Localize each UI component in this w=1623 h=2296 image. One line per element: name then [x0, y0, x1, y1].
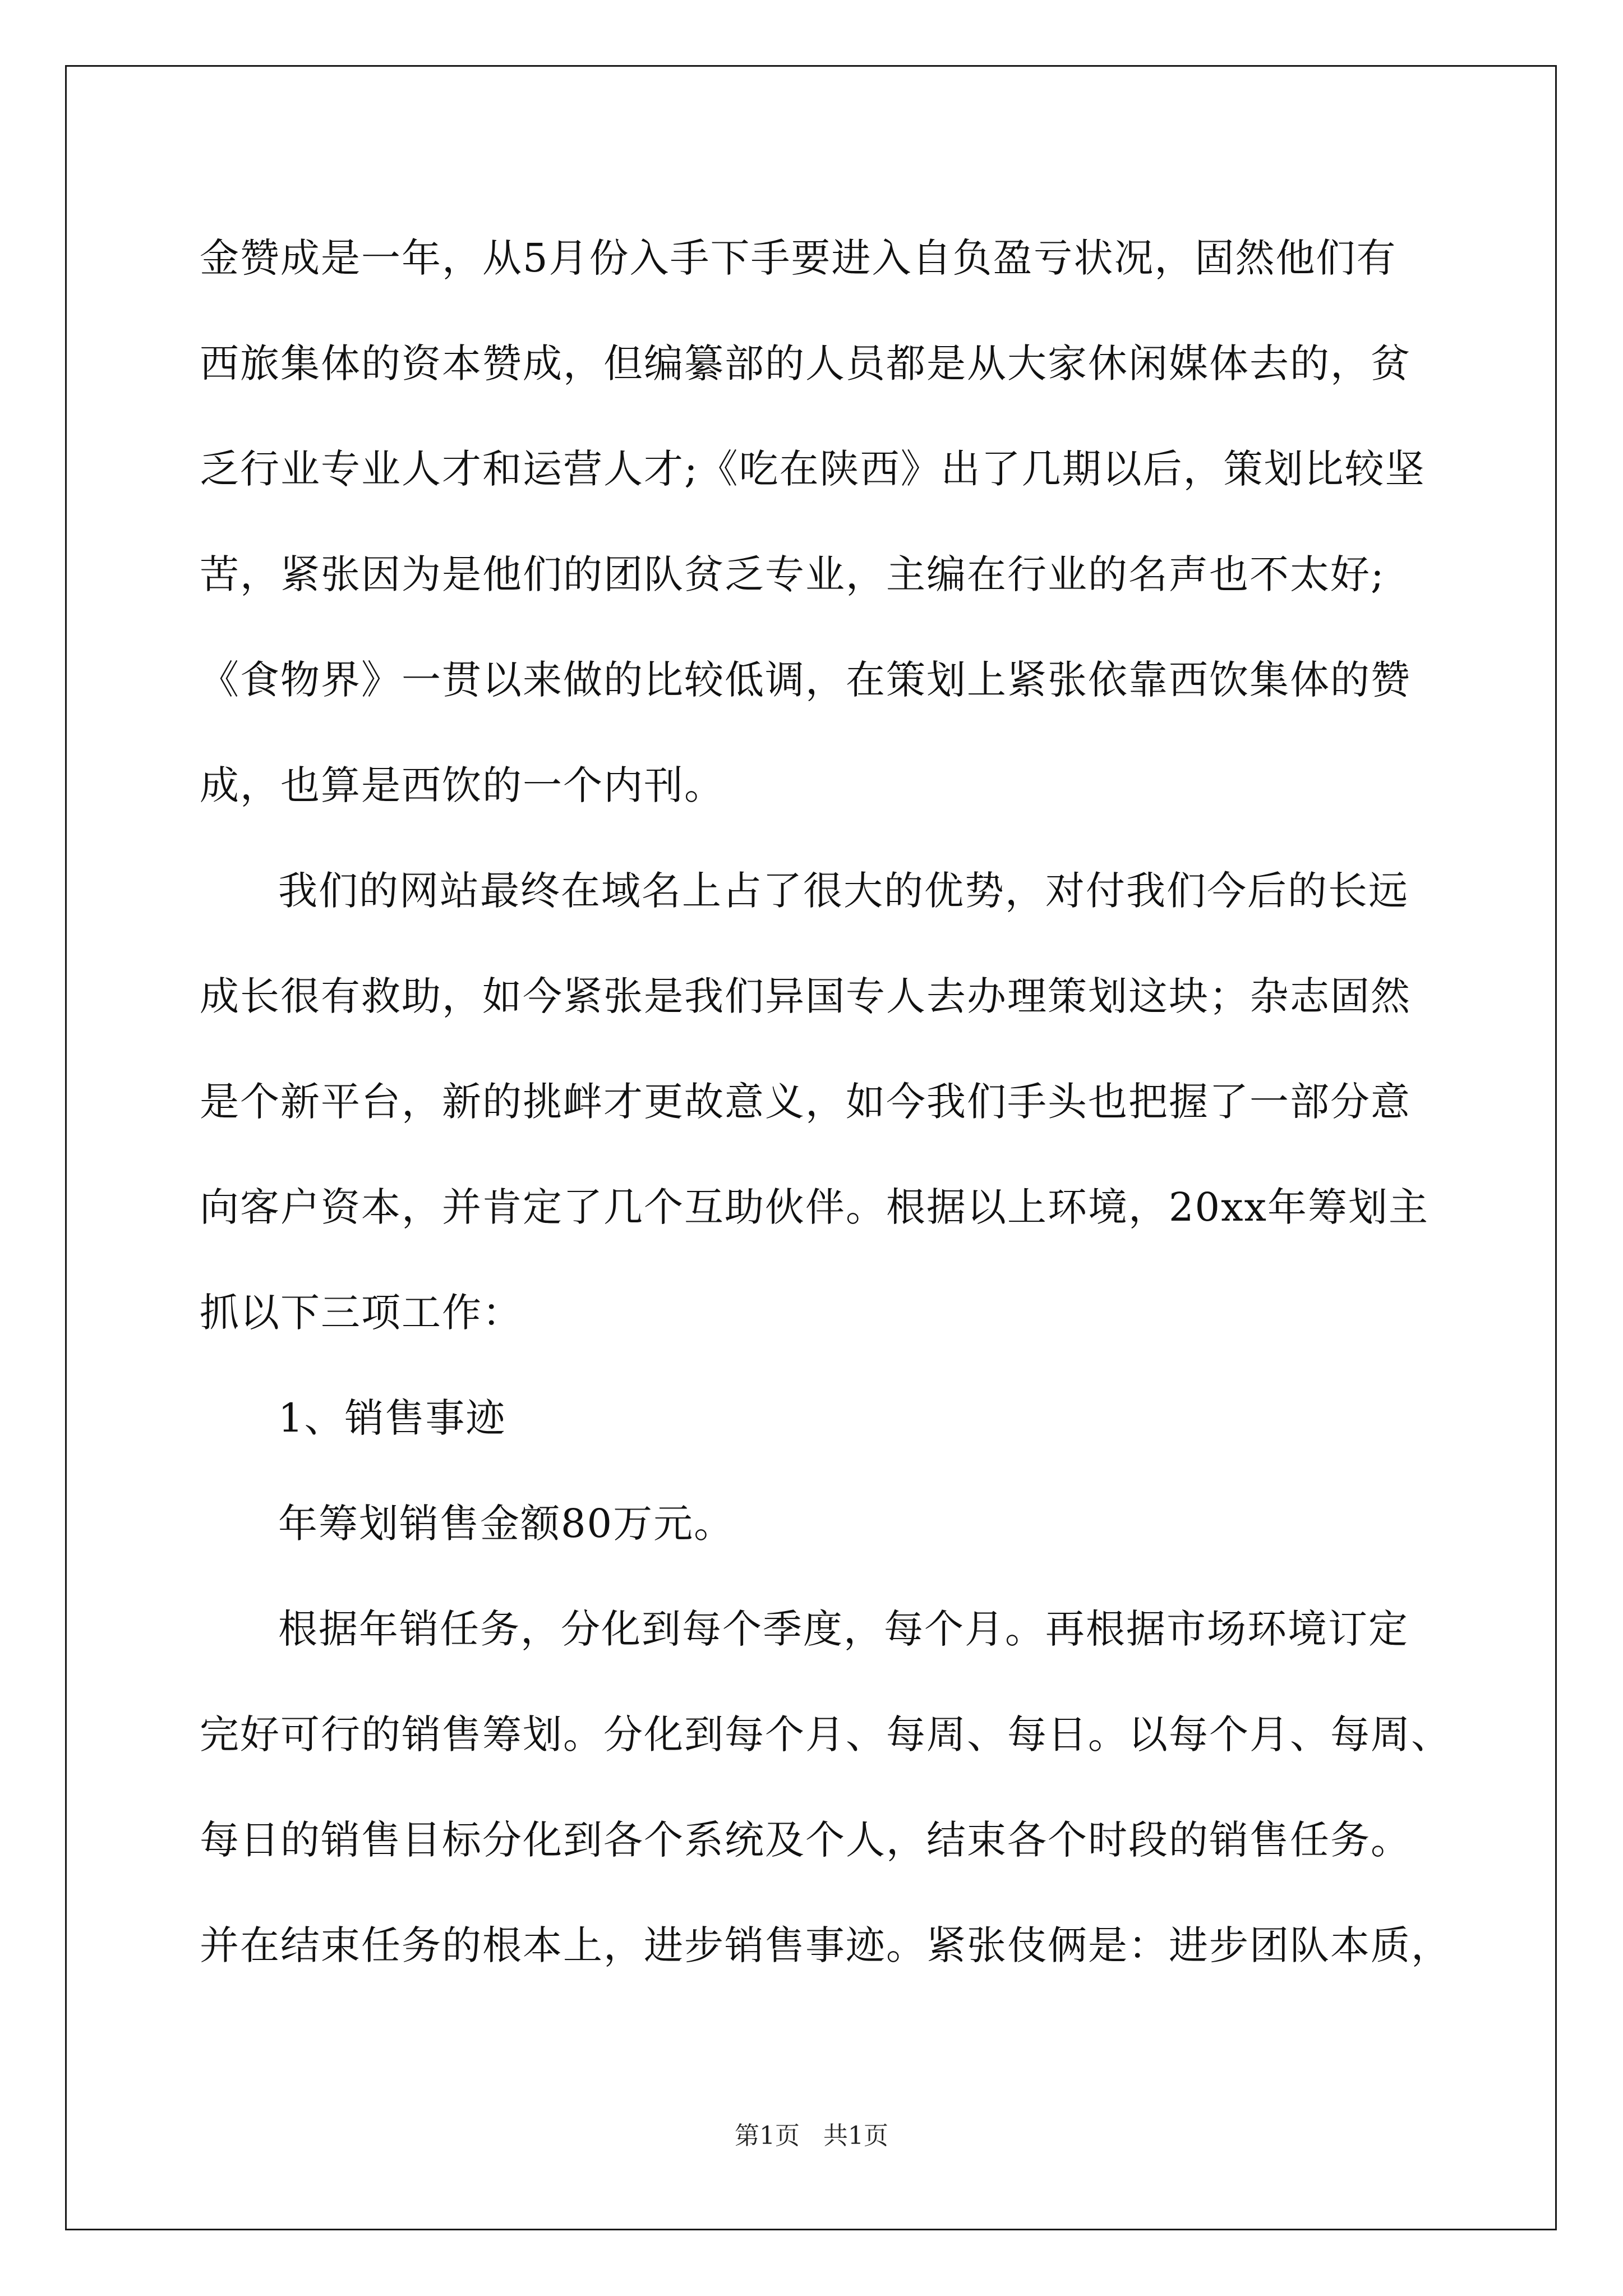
paragraph-first-line: 根据年销任务，分化到每个季度，每个月。再根据市场环境订定	[278, 1606, 1409, 1652]
text-line: 西旅集体的资本赞成，但编纂部的人员都是从大家休闲媒体去的，贫	[200, 341, 1411, 386]
paragraph-first-line: 我们的网站最终在域名上占了很大的优势，对付我们今后的长远	[278, 868, 1409, 914]
text-line: 《食物界》一贯以来做的比较低调，在策划上紧张依靠西饮集体的赞	[200, 657, 1411, 703]
paragraph-first-line: 年筹划销售金额80万元。	[278, 1501, 735, 1547]
text-line: 抓以下三项工作：	[200, 1290, 523, 1336]
text-line: 完好可行的销售筹划。分化到每个月、每周、每日。以每个月、每周、	[200, 1711, 1451, 1757]
text-line: 苦，紧张因为是他们的团队贫乏专业，主编在行业的名声也不太好;	[200, 551, 1385, 597]
text-line: 乏行业专业人才和运营人才;《吃在陕西》出了几期以后，策划比较坚	[200, 446, 1426, 492]
text-line: 成，也算是西饮的一个内刊。	[200, 762, 725, 808]
page-number-current: 第1页	[735, 2122, 800, 2150]
document-body	[200, 205, 1463, 1998]
text-line: 成长很有救助，如今紧张是我们异国专人去办理策划这块；杂志固然	[200, 973, 1411, 1019]
text-line: 并在结束任务的根本上，进步销售事迹。紧张伎俩是：进步团队本质，	[200, 1922, 1451, 1968]
page-number-total: 共1页	[823, 2122, 888, 2150]
section-heading: 1、销售事迹	[278, 1395, 506, 1441]
text-line: 是个新平台，新的挑衅才更故意义，如今我们手头也把握了一部分意	[200, 1079, 1411, 1125]
text-line: 向客户资本，并肯定了几个互助伙伴。根据以上环境，20xx年筹划主	[200, 1184, 1430, 1230]
text-line: 每日的销售目标分化到各个系统及个人，结束各个时段的销售任务。	[200, 1817, 1411, 1863]
page-footer	[0, 2119, 1623, 2153]
text-line: 金赞成是一年，从5月份入手下手要进入自负盈亏状况，固然他们有	[200, 235, 1397, 281]
